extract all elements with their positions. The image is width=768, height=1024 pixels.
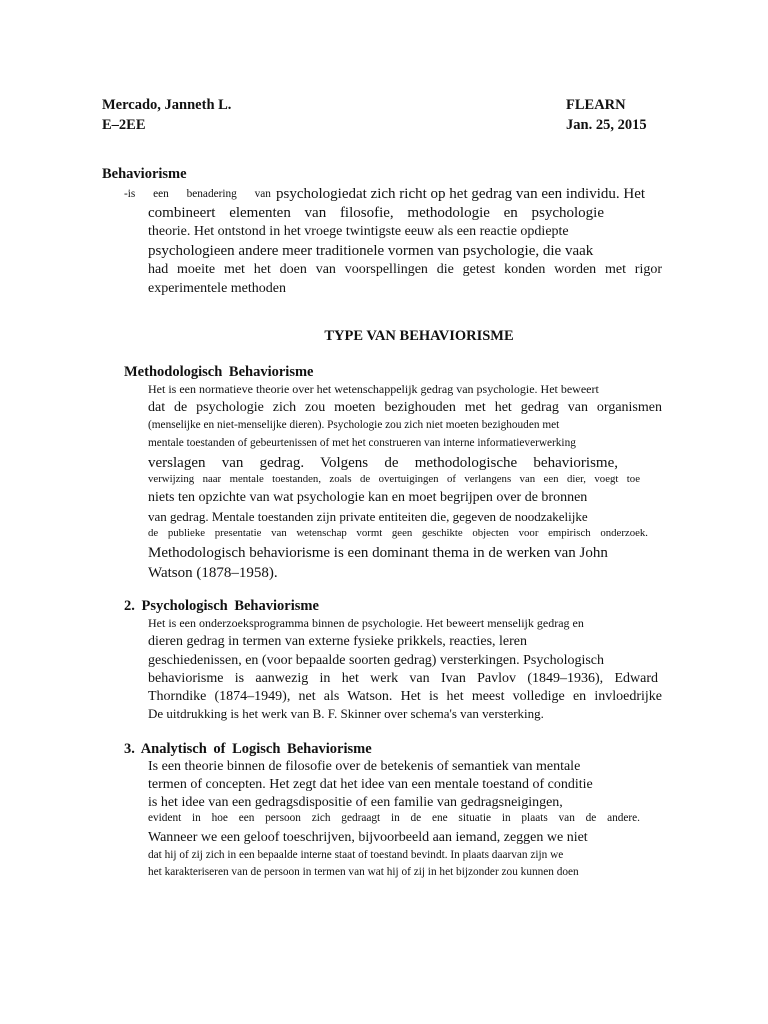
section-line: Watson (1878–1958). bbox=[148, 565, 278, 581]
section-line: niets ten opzichte van wat psychologie kan en moet begrijpen over de bronnen bbox=[148, 490, 588, 505]
section-line: Het is een normatieve theorie over het wetenschappelijk gedrag van psychologie. Het beweert bbox=[148, 382, 599, 396]
author-block bbox=[102, 95, 231, 135]
section-line: dat de psychologie zich zou moeten bezighouden met het gedrag van organismen bbox=[148, 400, 662, 415]
document-title: Behaviorisme bbox=[102, 166, 187, 182]
section-line: verslagen van gedrag. Volgens de methodologische behaviorisme, bbox=[148, 455, 618, 471]
section-line: Thorndike (1874–1949), net als Watson. Het is het meest volledige en invloedrijke bbox=[148, 689, 662, 704]
section-heading: 3. Analytisch of Logisch Behaviorisme bbox=[124, 741, 372, 757]
section-heading: Methodologisch Behaviorisme bbox=[124, 364, 314, 380]
section-heading: 2. Psychologisch Behaviorisme bbox=[124, 598, 319, 614]
section-line: Methodologisch behaviorisme is een dominant thema in de werken van John bbox=[148, 545, 608, 561]
document-date: Jan. 25, 2015 bbox=[566, 117, 647, 133]
types-heading: TYPE VAN BEHAVIORISME bbox=[324, 328, 514, 344]
course-subject: FLEARN bbox=[566, 97, 626, 113]
intro-line: combineert elementen van filosofie, methodologie en psychologie bbox=[148, 205, 604, 221]
section-line: Wanneer we een geloof toeschrijven, bijvoorbeeld aan iemand, zeggen we niet bbox=[148, 830, 588, 845]
intro-line: psychologiedat zich richt op het gedrag van een individu. Het bbox=[276, 186, 646, 202]
intro-line: had moeite met het doen van voorspellingen die getest konden worden met rigor bbox=[148, 262, 662, 277]
section-line: De uitdrukking is het werk van B. F. Skinner over schema's van versterking. bbox=[148, 706, 544, 721]
section-line: verwijzing naar mentale toestanden, zoals de overtuigingen of verlangens van een dier, voegt toe bbox=[148, 473, 640, 485]
section-line: is het idee van een gedragsdispositie of een familie van gedragsneigingen, bbox=[148, 795, 563, 810]
section-line: het karakteriseren van de persoon in termen van wat hij of zij in het bijzonder zou kunnen doen bbox=[148, 866, 579, 878]
intro-line: theorie. Het ontstond in het vroege twintigste eeuw als een reactie opdiepte bbox=[148, 224, 569, 239]
section-line: de publieke presentatie van wetenschap vormt geen geschikte objecten voor empirisch onderzoek. bbox=[148, 527, 648, 539]
author-class: E–2EE bbox=[102, 117, 146, 133]
section-line: mentale toestanden of gebeurtenissen of met het construeren van interne informatieverwerking bbox=[148, 437, 576, 449]
section-line: Is een theorie binnen de filosofie over de betekenis of semantiek van mentale bbox=[148, 759, 581, 774]
intro-line: psychologieen andere meer traditionele vormen van psychologie, die vaak bbox=[148, 243, 594, 259]
section-line: termen of concepten. Het zegt dat het idee van een mentale toestand of conditie bbox=[148, 777, 593, 792]
section-line: Het is een onderzoeksprogramma binnen de psychologie. Het beweert menselijk gedrag en bbox=[148, 616, 584, 630]
section-line: van gedrag. Mentale toestanden zijn private entiteiten die, gegeven de noodzakelijke bbox=[148, 509, 588, 524]
section-line: geschiedenissen, en (voor bepaalde soorten gedrag) versterkingen. Psychologisch bbox=[148, 653, 605, 668]
intro-line: experimentele methoden bbox=[148, 281, 286, 296]
section-line: behaviorisme is aanwezig in het werk van Ivan Pavlov (1849–1936), Edward bbox=[148, 671, 658, 686]
section-line: dat hij of zij zich in een bepaalde interne staat of toestand bevindt. In plaats daarvan zijn we bbox=[148, 849, 564, 861]
section-line: dieren gedrag in termen van externe fysieke prikkels, reacties, leren bbox=[148, 634, 527, 649]
section-line: evident in hoe een persoon zich gedraagt in de ene situatie in plaats van de andere. bbox=[148, 812, 640, 824]
section-line: (menselijke en niet-menselijke dieren). Psychologie zou zich niet moeten bezighouden met bbox=[148, 419, 560, 431]
intro-line: -is een benadering van bbox=[124, 188, 271, 200]
course-block bbox=[566, 95, 647, 135]
author-name: Mercado, Janneth L. bbox=[102, 97, 232, 113]
